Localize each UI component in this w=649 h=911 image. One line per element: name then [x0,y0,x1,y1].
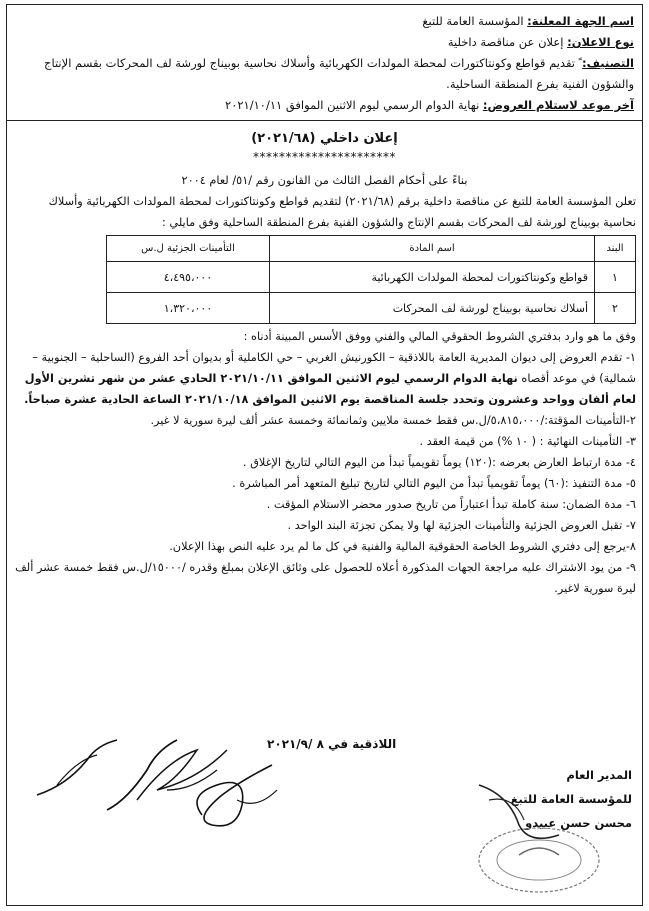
document-page [6,4,643,906]
condition-item-6: ٦- مدة الضمان: سنة كاملة تبدأ اعتباراً من تاريخ صدور محضر الاستلام المؤقت . [266,498,636,511]
condition-item-4: ٤- مدة ارتباط العارض بعرضه :(١٢٠) يوماً تقويمياً تبدأ من اليوم التالي لتاريخ الإغلاق . [242,456,636,469]
announcement-body [7,170,642,599]
authority-row [15,11,634,32]
condition-1-deadline: نهاية الدوام الرسمي ليوم الاثنين الموافق ٢٠٢١/١٠/١١ الحادي عشر من شهر تشرين الأول لعام ألفان وواحد وعشرون وتحدد جلسة المناقصة يوم الاثنين الموافق ٢٠٢١/١٠/١٨ الساعة الحادية عشرة صباحاً. [24,372,636,406]
issue-date: اللاذقية في ٨ /٢٠٢١/٩ [267,737,397,751]
signature-stroke-icon [27,735,127,805]
row-number: ٢ [595,293,636,324]
ad-type-value: إعلان عن مناقصة داخلية [447,35,564,49]
table-header-row [107,236,636,262]
items-table [106,235,636,324]
row-item-name: قواطع وكونتاكتورات لمحطة المولدات الكهربائية [270,262,595,293]
authority-label: اسم الجهة المعلنة: [527,14,634,28]
ad-type-row [15,32,634,53]
law-reference: بناءً على أحكام الفصل الثالث من القانون رقم /٥١/ لعام ٢٠٠٤ [181,174,468,187]
col-header-item-no: البند [595,236,636,262]
col-header-insurance: التأمينات الجزئية ل.س [107,236,270,262]
official-stamp-icon [459,765,609,895]
row-insurance: ١،٣٢٠،٠٠٠ [107,293,270,324]
condition-1-text: ١- تقدم العروض إلى ديوان المديرية العامة باللاذقية – الكورنيش الغربي – حي الكاملية أو بديوان أحد الفروع (الساحلية – الجنوبية – شمالية) في موعد أقصاه [32,351,636,385]
deadline-label: آخر موعد لاستلام العروض: [482,98,634,112]
condition-item-7: ٧- تقبل العروض الجزئية والتأمينات الجزئية لها ولا يمكن تجزئة البند الواحد . [287,519,636,532]
table-row [107,293,636,324]
signatory-title: المدير العام [566,768,632,782]
signature-loop-icon [182,755,292,840]
condition-item-2: ٢-التأمينات المؤقتة:/٥،٨١٥،٠٠٠/ل.س فقط خمسة ملايين وثمانمائة وخمسة عشر ألف ليرة سورية لا غير. [150,414,636,427]
ad-type-label: نوع الاعلان: [567,35,634,49]
condition-item-3: ٣- التأمينات النهائية : ( ١٠ %) من قيمة العقد . [419,435,636,448]
condition-item-5: ٥- مدة التنفيذ :(٦٠) يوماً تقويمياً تبدأ من اليوم التالي لتاريخ تبليغ المتعهد أمر المباشرة . [232,477,636,490]
col-header-item-name: اسم المادة [270,236,595,262]
condition-item-9: ٩- من يود الاشتراك عليه مراجعة الجهات المذكورة أعلاه للحصول على وثائق الإعلان بمبلغ وقدره /١٥٠٠٠/ل.س فقط خمسة عشر ألف ليرة سورية لاغير. [15,561,636,595]
classification-value: ً تقديم قواطع وكونتاكتورات لمحطة المولدات الكهربائية وأسلاك نحاسية بوبيناج لورشة لف المحركات بقسم الإنتاج والشؤون الفنية بفرع المنطقة الساحلية. [44,56,634,91]
signatory-organization: للمؤسسة العامة للتبغ [510,792,632,806]
deadline-row [15,95,634,116]
intro-paragraph: تعلن المؤسسة العامة للتبغ عن مناقصة داخلية برقم (٢٠٢١/٦٨) لتقديم قواطع وكونتاكتورات لمحطة المولدات الكهربائية وأسلاك نحاسية بوبيناج لورشة لف المحركات بقسم الإنتاج والشؤون الفنية بفرع المنطقة الساحلية وفق مايلي : [48,195,636,229]
stars-divider: ********************** [253,150,396,164]
announcement-header [7,5,642,121]
deadline-value: نهاية الدوام الرسمي ليوم الاثنين الموافق ٢٠٢١/١٠/١١ [225,98,480,112]
classification-label: التصنيف: [582,56,634,70]
classification-row [15,53,634,95]
condition-item-8: ٨-يرجع إلى دفتري الشروط الخاصة الحقوقية المالية والفنية في كل ما لم يرد عليه النص بهذا الإعلان. [169,540,636,553]
signatory-name: محسن حسن عبيدو [525,816,632,830]
announcement-title: إعلان داخلي (٢٠٢١/٦٨) [251,131,398,146]
row-item-name: أسلاك نحاسية بوبيناج لورشة لف المحركات [270,293,595,324]
condition-item-1 [13,347,636,410]
table-row [107,262,636,293]
row-number: ١ [595,262,636,293]
row-insurance: ٤،٤٩٥،٠٠٠ [107,262,270,293]
conditions-intro: وفق ما هو وارد بدفتري الشروط الحقوقي المالي والفني ووفق الأسس المبينة أدناه : [243,330,636,343]
authority-value: المؤسسة العامة للتبغ [422,14,524,28]
